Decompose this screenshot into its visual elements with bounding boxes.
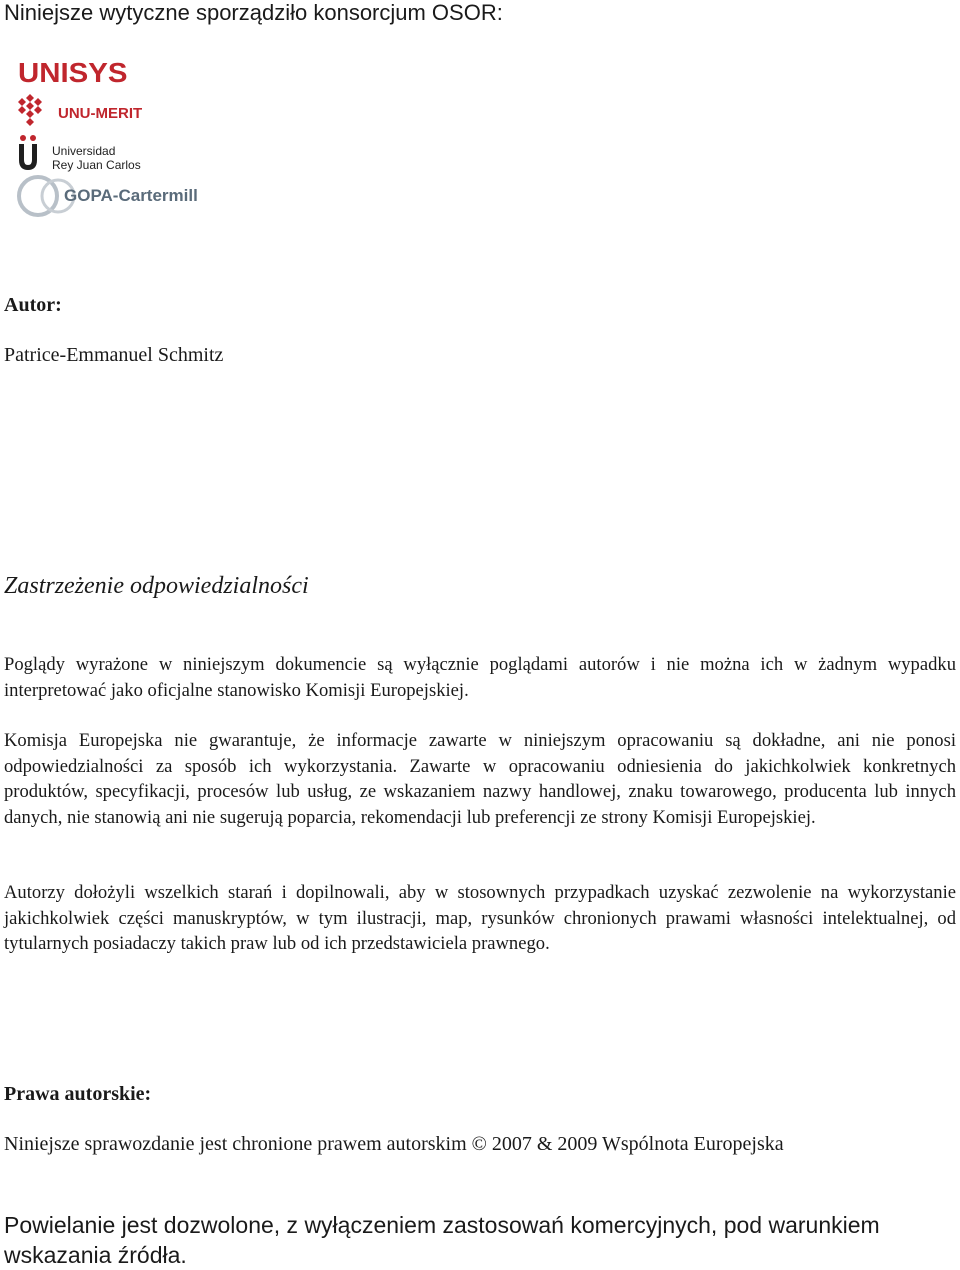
disclaimer-heading: Zastrzeżenie odpowiedzialności [4,573,309,599]
author-label: Autor: [4,294,62,316]
urjc-text [52,144,141,172]
copyright-text: Niniejsze sprawozdanie jest chronione prawem autorskim © 2007 & 2009 Wspólnota Europejska [4,1133,784,1155]
unu-merit-text: UNU-MERIT [58,105,143,122]
disclaimer-paragraph-1: Poglądy wyrażone w niniejszym dokumencie są wyłącznie poglądami autorów i nie można ich w żadnym wypadku interpretować jako oficjalne stanowisko Komisji Europejskiej. [4,654,956,701]
author-name: Patrice-Emmanuel Schmitz [4,344,224,366]
urjc-line-2: Rey Juan Carlos [52,158,141,172]
gopa-cartermill-logo [14,172,224,218]
copyright-label: Prawa autorskie: [4,1083,152,1105]
urjc-logo [14,134,214,174]
urjc-line-1: Universidad [52,144,116,158]
disclaimer-paragraph-3: Autorzy dołożyli wszelkich starań i dopilnowali, aby w stosownych przypadkach uzyskać zezwolenie na wykorzystanie jakichkolwiek części manuskryptów, w tym ilustracji, map, rysunków chronionych prawami własności intelektualnej, od tytularnych posiadaczy takich praw lub od ich przedstawiciela prawnego. [4,882,956,954]
unu-merit-logo [14,92,214,132]
unisys-logo: UNISYS [18,57,128,88]
reproduction-notice: Powielanie jest dozwolone, z wyłączeniem zastosowań komercyjnych, pod warunkiem wskazania źródła. [4,1212,880,1268]
consortium-logos [14,50,224,220]
gopa-text: GOPA-Cartermill [64,186,198,205]
intro-line: Niniejsze wytyczne sporządziło konsorcjum OSOR: [4,0,503,25]
disclaimer-paragraph-2: Komisja Europejska nie gwarantuje, że informacje zawarte w niniejszym opracowaniu są dokładne, ani nie ponosi odpowiedzialności za sposób ich wykorzystania. Zawarte w opracowaniu odniesienia do jakichkolwiek konkretnych produktów, specyfikacji, procesów lub usług, ze wskazaniem nazwy handlowej, znaku towarowego, producenta lub innych danych, nie stanowią ani nie sugerują poparcia, rekomendacji lub preferencji ze strony Komisji Europejskiej. [4,730,956,828]
unu-merit-emblem-icon [14,92,54,132]
urjc-emblem-icon [14,134,48,174]
